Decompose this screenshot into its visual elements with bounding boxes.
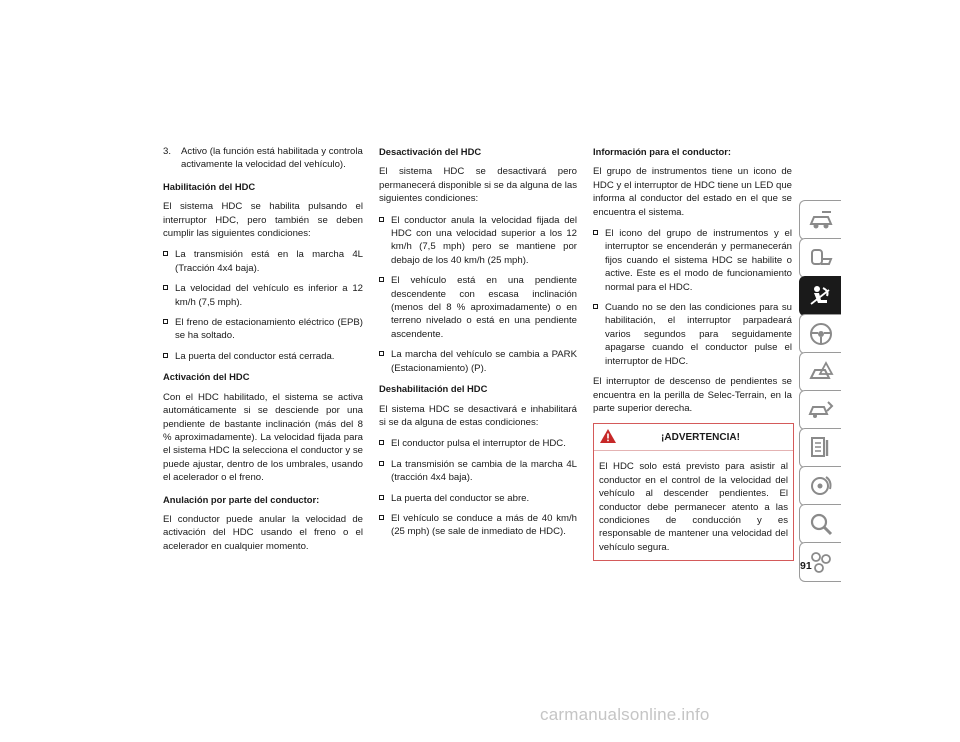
- list-item: Cuando no se den las condiciones para su habilitación, el interruptor parpadeará varios segundos para seguidamente apagarse cuando el conductor pulse el interruptor de HDC.: [593, 301, 792, 368]
- numbered-item-3: [163, 145, 363, 172]
- paragraph-activation: Con el HDC habilitado, el sistema se activa automáticamente si se desciende por una pendiente de bastante inclinación (más del 8 % aproximadamente). La velocidad fijada para el sistema HDC la selecciona el conductor y se puede ajustar, dentro de los umbrales, usando el acelerador o el freno.: [163, 391, 363, 484]
- list-item: La puerta del conductor se abre.: [379, 492, 577, 505]
- checkbox-bullet-icon: [379, 515, 384, 520]
- roadside-hazard-icon: [807, 358, 835, 386]
- tab-search[interactable]: [799, 504, 841, 544]
- list-item: El vehículo se conduce a más de 40 km/h (25 mph) (se sale de inmediato de HDC).: [379, 512, 577, 539]
- airbag-seat-icon: [807, 282, 835, 310]
- tab-key[interactable]: [799, 238, 841, 278]
- tab-safety[interactable]: [799, 276, 841, 316]
- car-service-icon: [807, 396, 835, 424]
- list-item: El conductor pulsa el interruptor de HDC.: [379, 437, 577, 450]
- heading-activation: Activación del HDC: [163, 371, 250, 383]
- paragraph-enable: El sistema HDC se habilita pulsando el interruptor HDC, pero también se deben cumplir las siguientes condiciones:: [163, 201, 363, 240]
- car-key-icon: [807, 244, 835, 272]
- heading-disable: Deshabilitación del HDC: [379, 383, 488, 395]
- column-right: [593, 145, 792, 561]
- list-item: El conductor anula la velocidad fijada del HDC con una velocidad superior a los 12 km/h (7,5 mph) pero se mantiene por debajo de los 40 km/h (25 mph).: [379, 214, 577, 268]
- checkbox-bullet-icon: [163, 285, 168, 290]
- heading-driver-info: Información para el conductor:: [593, 146, 732, 157]
- warning-triangle-icon: [599, 428, 617, 444]
- heading-enable: Habilitación del HDC: [163, 180, 256, 192]
- paragraph-switch-location: El interruptor de descenso de pendientes se encuentra en la perilla de Selec-Terrain, en la parte superior derecha.: [593, 376, 792, 414]
- checkbox-bullet-icon: [379, 495, 384, 500]
- paragraph-driver-info: El grupo de instrumentos tiene un icono de HDC y el interruptor de HDC tiene un LED que informa al conductor del estado en el que se encuentra el sistema.: [593, 166, 792, 218]
- watermark: carmanualsonline.info: [540, 705, 710, 724]
- list-item: La marcha del vehículo se cambia a PARK (Estacionamiento) (P).: [379, 348, 577, 375]
- tab-driving[interactable]: [799, 314, 841, 354]
- warning-header: [594, 424, 793, 451]
- warning-box: [593, 423, 794, 561]
- list-item: El vehículo está en una pendiente descendente con escasa inclinación (menos del 8 % aproximadamente) o en terreno nivelado o está en una pendiente ascendente.: [379, 274, 577, 341]
- heading-deactivation: Desactivación del HDC: [379, 146, 482, 157]
- item-number: 3.: [163, 146, 172, 157]
- page-number: 91: [800, 560, 812, 572]
- warning-text: El HDC solo está previsto para asistir al conductor en el control de la velocidad del vehículo al descender pendientes. El conductor debe permanecer atento a las condiciones de conducción y es responsable de mantener una velocidad del vehículo segura.: [599, 461, 788, 553]
- tab-service[interactable]: [799, 390, 841, 430]
- paragraph-deactivation: El sistema HDC se desactivará pero permanecerá disponible si se da alguna de las siguientes condiciones:: [379, 166, 577, 205]
- checklist-wrench-icon: [807, 434, 835, 462]
- checkbox-bullet-icon: [379, 217, 384, 222]
- column-left: [163, 145, 363, 561]
- tab-multimedia[interactable]: [799, 466, 841, 506]
- tab-specifications[interactable]: [799, 428, 841, 468]
- list-item: La puerta del conductor está cerrada.: [163, 350, 363, 363]
- list-item: El freno de estacionamiento eléctrico (EPB) se ha soltado.: [163, 316, 363, 343]
- checkbox-bullet-icon: [379, 351, 384, 356]
- car-dashboard-icon: [807, 206, 835, 234]
- checkbox-bullet-icon: [379, 440, 384, 445]
- checkbox-bullet-icon: [163, 353, 168, 358]
- paragraph-disable: El sistema HDC se desactivará e inhabilitará si se da alguna de estas condiciones:: [379, 403, 577, 428]
- steering-wheel-icon: [807, 320, 835, 348]
- checkbox-bullet-icon: [593, 230, 598, 235]
- column-middle: [379, 145, 577, 546]
- list-item: La transmisión está en la marcha 4L (Tracción 4x4 baja).: [163, 248, 363, 275]
- multimedia-icon: [807, 472, 835, 500]
- tab-dashboard[interactable]: [799, 200, 841, 240]
- checkbox-bullet-icon: [379, 461, 384, 466]
- heading-override: Anulación por parte del conductor:: [163, 493, 320, 505]
- checkbox-bullet-icon: [163, 319, 168, 324]
- tab-emergency[interactable]: [799, 352, 841, 392]
- item-text: Activo (la función está habilitada y controla activamente la velocidad del vehículo).: [181, 146, 363, 171]
- checkbox-bullet-icon: [163, 251, 168, 256]
- list-item: El icono del grupo de instrumentos y el interruptor se encenderán y permanecerán fijos cuando el sistema HDC se habilite o active. Este es el modo de funcionamiento normal para el HDC.: [593, 227, 792, 294]
- magnifier-icon: [807, 510, 835, 538]
- paragraph-override: El conductor puede anular la velocidad de activación del HDC usando el freno o el acelerador en cualquier momento.: [163, 513, 363, 552]
- list-item: La velocidad del vehículo es inferior a 12 km/h (7,5 mph).: [163, 282, 363, 309]
- checkbox-bullet-icon: [593, 304, 598, 309]
- warning-title: ¡ADVERTENCIA!: [661, 431, 740, 443]
- checkbox-bullet-icon: [379, 277, 384, 282]
- list-item: La transmisión se cambia de la marcha 4L (tracción 4x4 baja).: [379, 458, 577, 485]
